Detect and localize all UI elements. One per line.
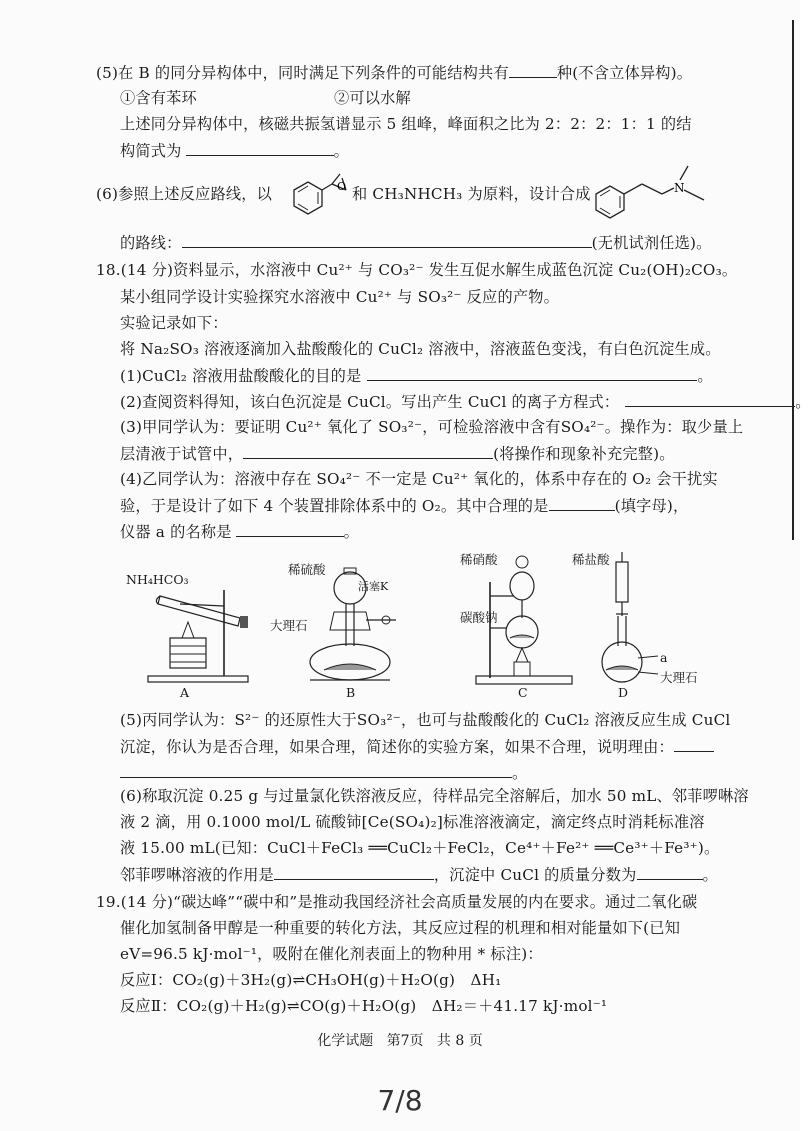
q17-5-line3: 上述同分异构体中，核磁共振氢谱显示 5 组峰，峰面积之比为 2：2：2：1：1 的结 <box>120 115 692 133</box>
q18-2: (2)查阅资料得知，该白色沉淀是 CuCl。写出产生 CuCl 的离子方程式： 。 <box>120 393 811 411</box>
apparatus-figure <box>120 548 698 700</box>
svg-text:N: N <box>674 181 685 195</box>
q17-5-line4: 构简式为 。 <box>120 142 349 160</box>
answer-blank[interactable] <box>182 232 592 248</box>
label-C-acid: 稀硝酸 <box>460 552 498 567</box>
label-A: A <box>180 685 190 700</box>
q18-4-cont: 验，于是设计了如下 4 个装置排除体系中的 O₂。其中合理的是 (填字母)， <box>120 497 689 515</box>
answer-blank[interactable] <box>625 391 795 407</box>
svg-text:O: O <box>337 180 347 193</box>
q19-line3: eV=96.5 kJ·mol⁻¹，吸附在催化剂表面上的物种用 * 标注)： <box>120 945 543 963</box>
label-A-reagent: NH₄HCO₃ <box>126 572 189 587</box>
q18-6-cont2: 液 15.00 mL(已知：CuCl＋FeCl₃ ══CuCl₂＋FeCl₂，Ce⁴⁺＋Fe²⁺ ══Ce³⁺＋Fe³⁺)。 <box>120 839 720 857</box>
answer-blank[interactable] <box>637 864 703 880</box>
apparatus-C <box>470 552 580 686</box>
q18-line1: 18.(14 分)资料显示，水溶液中 Cu²⁺ 与 CO₃²⁻ 发生互促水解生成蓝色沉淀 Cu₂(OH)₂CO₃。 <box>96 261 738 279</box>
q18-1: (1)CuCl₂ 溶液用盐酸酸化的目的是 。 <box>120 367 713 385</box>
q18-3-cont: 层清液于试管中， (将操作和现象补充完整)。 <box>120 445 675 463</box>
label-B-stone: 大理石 <box>270 618 308 633</box>
q18-line2: 某小组同学设计实验探究水溶液中 Cu²⁺ 与 SO₃²⁻ 反应的产物。 <box>120 288 559 306</box>
label-D-a: a <box>660 650 668 665</box>
q18-line4: 将 Na₂SO₃ 溶液逐滴加入盐酸酸化的 CuCl₂ 溶液中，溶液蓝色变浅，有白色沉淀生成。 <box>120 340 721 358</box>
q18-6: (6)称取沉淀 0.25 g 与过量氯化铁溶液反应，待样品完全溶解后，加水 50 mL、邻菲啰啉溶 <box>120 787 749 805</box>
q18-5-cont: 沉淀，你认为是否合理，如果合理，简述你的实验方案，如果不合理，说明理由： <box>120 736 714 757</box>
answer-blank[interactable] <box>120 762 512 778</box>
target-amine-structure <box>584 160 714 226</box>
label-B: B <box>346 685 356 700</box>
q17-6-route: 的路线： (无机试剂任选)。 <box>120 234 712 252</box>
q17-5-cond2: ②可以水解 <box>334 89 411 107</box>
q19-line2: 催化加氢制备甲醇是一种重要的转化方法，其反应过程的机理和相对能量如下(已知 <box>120 919 681 937</box>
answer-blank[interactable] <box>243 443 493 459</box>
label-B-acid: 稀硫酸 <box>288 562 326 577</box>
answer-blank[interactable] <box>236 521 344 537</box>
apparatus-A <box>140 586 260 686</box>
q19-reaction-2: 反应Ⅱ：CO₂(g)＋H₂(g)⇌CO(g)＋H₂O(g) ΔH₂＝＋41.17 kJ·mol⁻¹ <box>120 997 608 1015</box>
answer-blank[interactable] <box>509 62 557 78</box>
q17-6-line1a: (6)参照上述反应路线，以 <box>96 185 272 203</box>
page-footer: 化学试题 第7页 共 8 页 <box>317 1033 483 1049</box>
q17-5-line1: (5)在 B 的同分异构体中，同时满足下列条件的可能结构共有 种(不含立体异构)。 <box>96 64 693 82</box>
answer-blank[interactable] <box>186 140 334 156</box>
answer-blank[interactable] <box>674 736 714 752</box>
answer-blank[interactable] <box>549 495 615 511</box>
q19-line1: 19.(14 分)“碳达峰”“碳中和”是推动我国经济社会高质量发展的内在要求。通过二氧化碳 <box>96 893 698 911</box>
label-C-salt: 碳酸钠 <box>460 610 498 625</box>
styrene-oxide-structure <box>276 168 356 226</box>
apparatus-D <box>590 552 670 686</box>
q18-5: (5)丙同学认为：S²⁻ 的还原性大于SO₃²⁻，也可与盐酸酸化的 CuCl₂ 溶液反应生成 CuCl <box>120 711 731 729</box>
q18-4: (4)乙同学认为：溶液中存在 SO₄²⁻ 不一定是 Cu²⁺ 氧化的，体系中存在的 O₂ 会干扰实 <box>120 470 718 488</box>
q18-6-cont3: 邻菲啰啉溶液的作用是 ，沉淀中 CuCl 的质量分数为 。 <box>120 866 718 884</box>
answer-blank[interactable] <box>367 365 697 381</box>
q18-5-cont2: 。 <box>120 762 527 783</box>
q17-6-line1b: 和 CH₃NHCH₃ 为原料，设计合成 <box>352 185 591 203</box>
label-B-valve: 活塞K <box>358 580 389 593</box>
q18-4-cont2: 仪器 a 的名称是 。 <box>120 523 360 541</box>
label-D-acid: 稀盐酸 <box>572 552 610 567</box>
label-D: D <box>618 685 629 700</box>
q17-5-cond1: ①含有苯环 <box>120 89 197 107</box>
answer-blank[interactable] <box>274 864 434 880</box>
apparatus-B <box>300 566 400 684</box>
label-D-stone: 大理石 <box>660 670 698 685</box>
q19-reaction-1: 反应Ⅰ：CO₂(g)＋3H₂(g)⇌CH₃OH(g)＋H₂O(g) ΔH₁ <box>120 971 502 989</box>
page-indicator: 7/8 <box>377 1084 423 1117</box>
label-C: C <box>518 685 528 700</box>
q18-3: (3)甲同学认为：要证明 Cu²⁺ 氧化了 SO₃²⁻，可检验溶液中含有SO₄²⁻。操作为：取少量上 <box>120 418 744 436</box>
page-edge <box>792 20 794 540</box>
q18-6-cont1: 液 2 滴，用 0.1000 mol/L 硫酸铈[Ce(SO₄)₂]标准溶液滴定，滴定终点时消耗标准溶 <box>120 813 705 831</box>
q18-line3: 实验记录如下： <box>120 314 228 332</box>
